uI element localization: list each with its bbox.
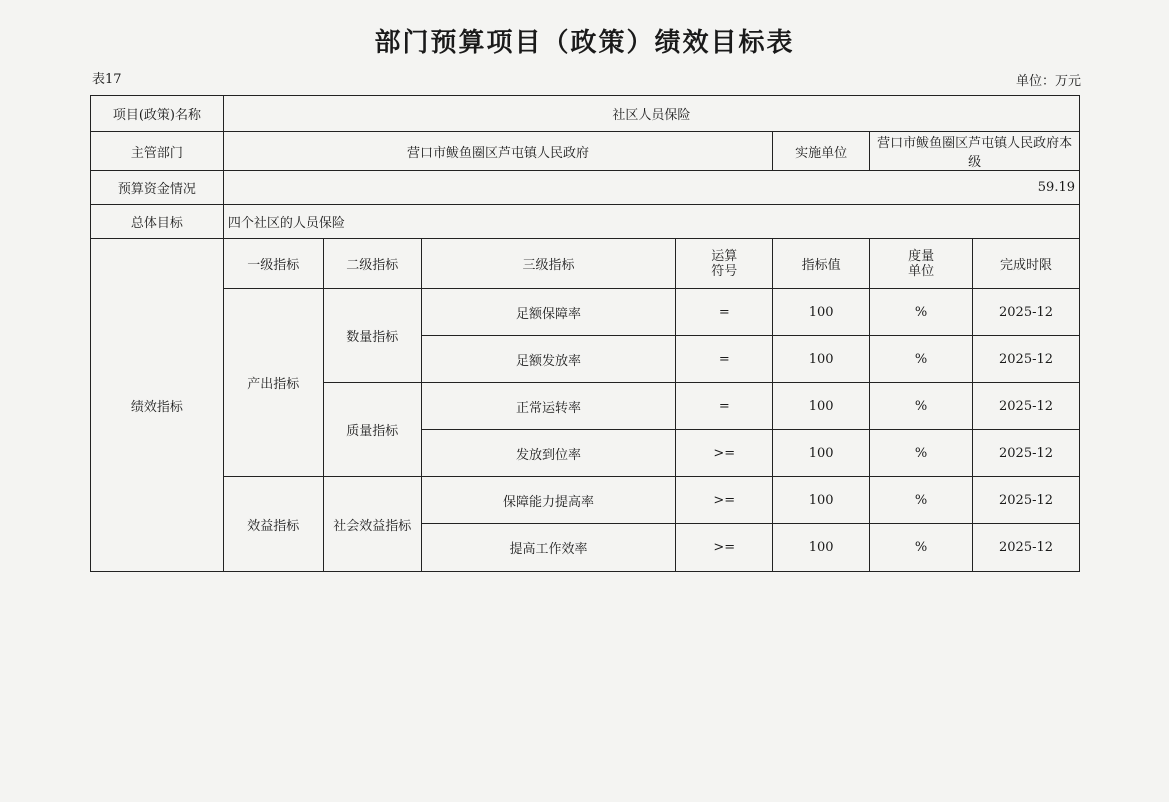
goal-value: 四个社区的人员保险 — [223, 205, 1079, 239]
table-row — [91, 477, 1080, 524]
indicator-unit: % — [870, 336, 973, 383]
indicator-value: 100 — [773, 477, 870, 524]
indicator-name: 保障能力提高率 — [421, 477, 676, 524]
indicator-name: 发放到位率 — [421, 430, 676, 477]
page-title: 部门预算项目（政策）绩效目标表 — [374, 28, 795, 58]
indicator-op: >= — [676, 524, 773, 572]
indicator-name: 足额发放率 — [421, 336, 676, 383]
header-operator — [676, 239, 773, 289]
indicator-name: 正常运转率 — [421, 383, 676, 430]
header-unit-line1: 度量 — [908, 248, 935, 264]
indicator-value: 100 — [773, 336, 870, 383]
perf-label: 绩效指标 — [91, 239, 224, 572]
indicator-value: 100 — [773, 383, 870, 430]
indicator-deadline: 2025-12 — [973, 477, 1080, 524]
indicator-unit: % — [870, 524, 973, 572]
header-level2: 二级指标 — [323, 239, 421, 289]
header-level1: 一级指标 — [223, 239, 323, 289]
unit-label: 单位：万元 — [1015, 74, 1081, 89]
header-deadline: 完成时限 — [973, 239, 1080, 289]
indicator-deadline: 2025-12 — [973, 336, 1080, 383]
group-quantity: 数量指标 — [323, 289, 421, 383]
table-row — [91, 132, 1080, 171]
dept-value: 营口市鲅鱼圈区芦屯镇人民政府 — [223, 132, 772, 171]
performance-table — [90, 95, 1080, 572]
group-social: 社会效益指标 — [323, 477, 421, 572]
table-row — [91, 205, 1080, 239]
dept-label: 主管部门 — [91, 132, 224, 171]
indicator-deadline: 2025-12 — [973, 430, 1080, 477]
indicator-value: 100 — [773, 289, 870, 336]
table-header-row — [91, 239, 1080, 289]
indicator-op: = — [676, 289, 773, 336]
project-name-value: 社区人员保险 — [223, 96, 1079, 132]
group-quality: 质量指标 — [323, 383, 421, 477]
header-level3: 三级指标 — [421, 239, 676, 289]
header-operator-line2: 符号 — [711, 263, 738, 279]
indicator-name: 足额保障率 — [421, 289, 676, 336]
indicator-unit: % — [870, 477, 973, 524]
table-row — [91, 289, 1080, 336]
indicator-name: 提高工作效率 — [421, 524, 676, 572]
indicator-deadline: 2025-12 — [973, 289, 1080, 336]
indicator-deadline: 2025-12 — [973, 383, 1080, 430]
impl-label: 实施单位 — [773, 132, 870, 171]
header-operator-line1: 运算 — [711, 248, 738, 264]
indicator-value: 100 — [773, 524, 870, 572]
indicator-op: >= — [676, 477, 773, 524]
budget-label: 预算资金情况 — [91, 171, 224, 205]
indicator-unit: % — [870, 383, 973, 430]
group-benefit: 效益指标 — [223, 477, 323, 572]
budget-value: 59.19 — [223, 171, 1079, 205]
indicator-op: = — [676, 336, 773, 383]
indicator-deadline: 2025-12 — [973, 524, 1080, 572]
table-row — [91, 96, 1080, 132]
indicator-unit: % — [870, 289, 973, 336]
table-row — [91, 171, 1080, 205]
header-unit-line2: 单位 — [908, 263, 935, 279]
table-number: 表17 — [92, 72, 122, 87]
group-output: 产出指标 — [223, 289, 323, 477]
goal-label: 总体目标 — [91, 205, 224, 239]
project-name-label: 项目(政策)名称 — [91, 96, 224, 132]
impl-value: 营口市鲅鱼圈区芦屯镇人民政府本级 — [870, 132, 1080, 171]
header-value: 指标值 — [773, 239, 870, 289]
header-unit — [870, 239, 973, 289]
indicator-op: >= — [676, 430, 773, 477]
indicator-value: 100 — [773, 430, 870, 477]
indicator-unit: % — [870, 430, 973, 477]
indicator-op: = — [676, 383, 773, 430]
